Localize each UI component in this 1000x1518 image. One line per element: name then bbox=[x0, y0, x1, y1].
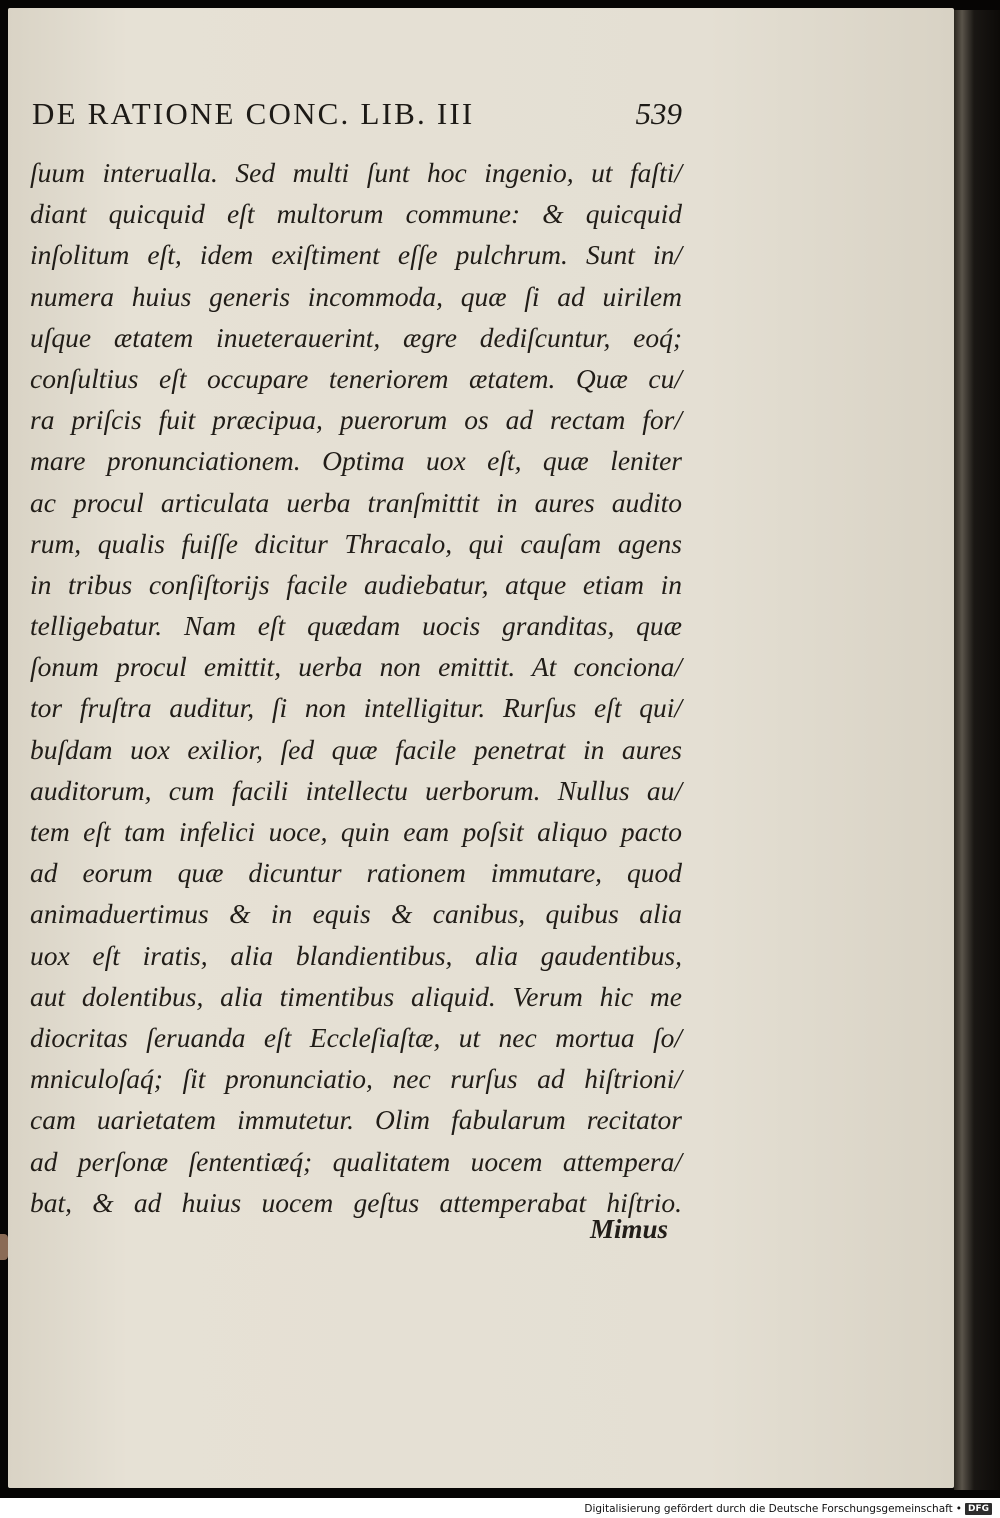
text-line: tem eſt tam infelici uoce, quin eam poſsit aliquo pacto bbox=[30, 816, 682, 847]
text-line: diocritas ſeruanda eſt Eccleſiaſtæ, ut nec mortua ſo/ bbox=[30, 1021, 682, 1053]
text-line: ad eorum quæ dicuntur rationem immutare, quod bbox=[30, 857, 682, 889]
text-line: ſonum procul emittit, uerba non emittit. At conciona/ bbox=[30, 651, 682, 683]
text-line: ac procul articulata uerba tranſmittit in aures audito bbox=[30, 486, 682, 518]
text-line: mniculoſaq́; ſit pronunciatio, nec rurſus ad hiſtrioni/ bbox=[30, 1063, 682, 1095]
text-line: bat, & ad huius uocem geſtus attemperabat hiſtrio. bbox=[30, 1186, 682, 1218]
text-line: conſultius eſt occupare teneriorem ætatem. Quæ cu/ bbox=[30, 362, 682, 394]
running-head-title: DE RATIONE CONC. LIB. III bbox=[32, 96, 475, 131]
text-line: ra priſcis fuit præcipua, puerorum os ad rectam for/ bbox=[30, 404, 682, 436]
text-line: diant quicquid eſt multorum commune: & quicquid bbox=[30, 198, 682, 230]
text-line: numera huius generis incommoda, quæ ſi ad uirilem bbox=[30, 280, 682, 312]
body-text bbox=[30, 152, 682, 1223]
text-line: ſuum interualla. Sed multi ſunt hoc ingenio, ut faſti/ bbox=[30, 157, 682, 188]
text-line: tor fruſtra auditur, ſi non intelligitur. Rurſus eſt qui/ bbox=[30, 692, 682, 724]
dfg-logo-icon: DFG bbox=[965, 1503, 992, 1515]
text-line: animaduertimus & in equis & canibus, quibus alia bbox=[30, 898, 682, 930]
text-line: aut dolentibus, alia timentibus aliquid. Verum hic me bbox=[30, 980, 682, 1012]
text-line: buſdam uox exilior, ſed quæ facile penetrat in aures bbox=[30, 733, 682, 765]
footer-separator: • bbox=[955, 1502, 962, 1515]
text-line: auditorum, cum facili intellectu uerborum. Nullus au/ bbox=[30, 774, 682, 806]
text-line: ad perſonæ ſententiæq́; qualitatem uocem attempera/ bbox=[30, 1145, 682, 1177]
text-line: uſque ætatem inueterauerint, ægre dediſcuntur, eoq́; bbox=[30, 321, 682, 353]
text-line: cam uarietatem immutetur. Olim fabularum recitator bbox=[30, 1104, 682, 1136]
catchword: Mimus bbox=[590, 1214, 669, 1244]
page-number: 539 bbox=[635, 96, 682, 131]
text-line: in tribus conſiſtorijs facile audiebatur, atque etiam in bbox=[30, 568, 682, 600]
text-line: uox eſt iratis, alia blandientibus, alia gaudentibus, bbox=[30, 939, 682, 971]
page-edge-mark bbox=[0, 1234, 8, 1260]
text-line: inſolitum eſt, idem exiſtiment eſſe pulchrum. Sunt in/ bbox=[30, 239, 682, 271]
footer-credit bbox=[584, 1500, 992, 1517]
running-head bbox=[32, 96, 682, 140]
page-edge-shadow bbox=[954, 10, 1000, 1490]
text-line: mare pronunciationem. Optima uox eſt, quæ leniter bbox=[30, 445, 682, 477]
footer-credit-text: Digitalisierung gefördert durch die Deutsche Forschungsgemeinschaft bbox=[584, 1502, 953, 1515]
text-line: telligebatur. Nam eſt quædam uocis granditas, quæ bbox=[30, 610, 682, 642]
text-line: rum, qualis fuiſſe dicitur Thracalo, qui cauſam agens bbox=[30, 527, 682, 559]
